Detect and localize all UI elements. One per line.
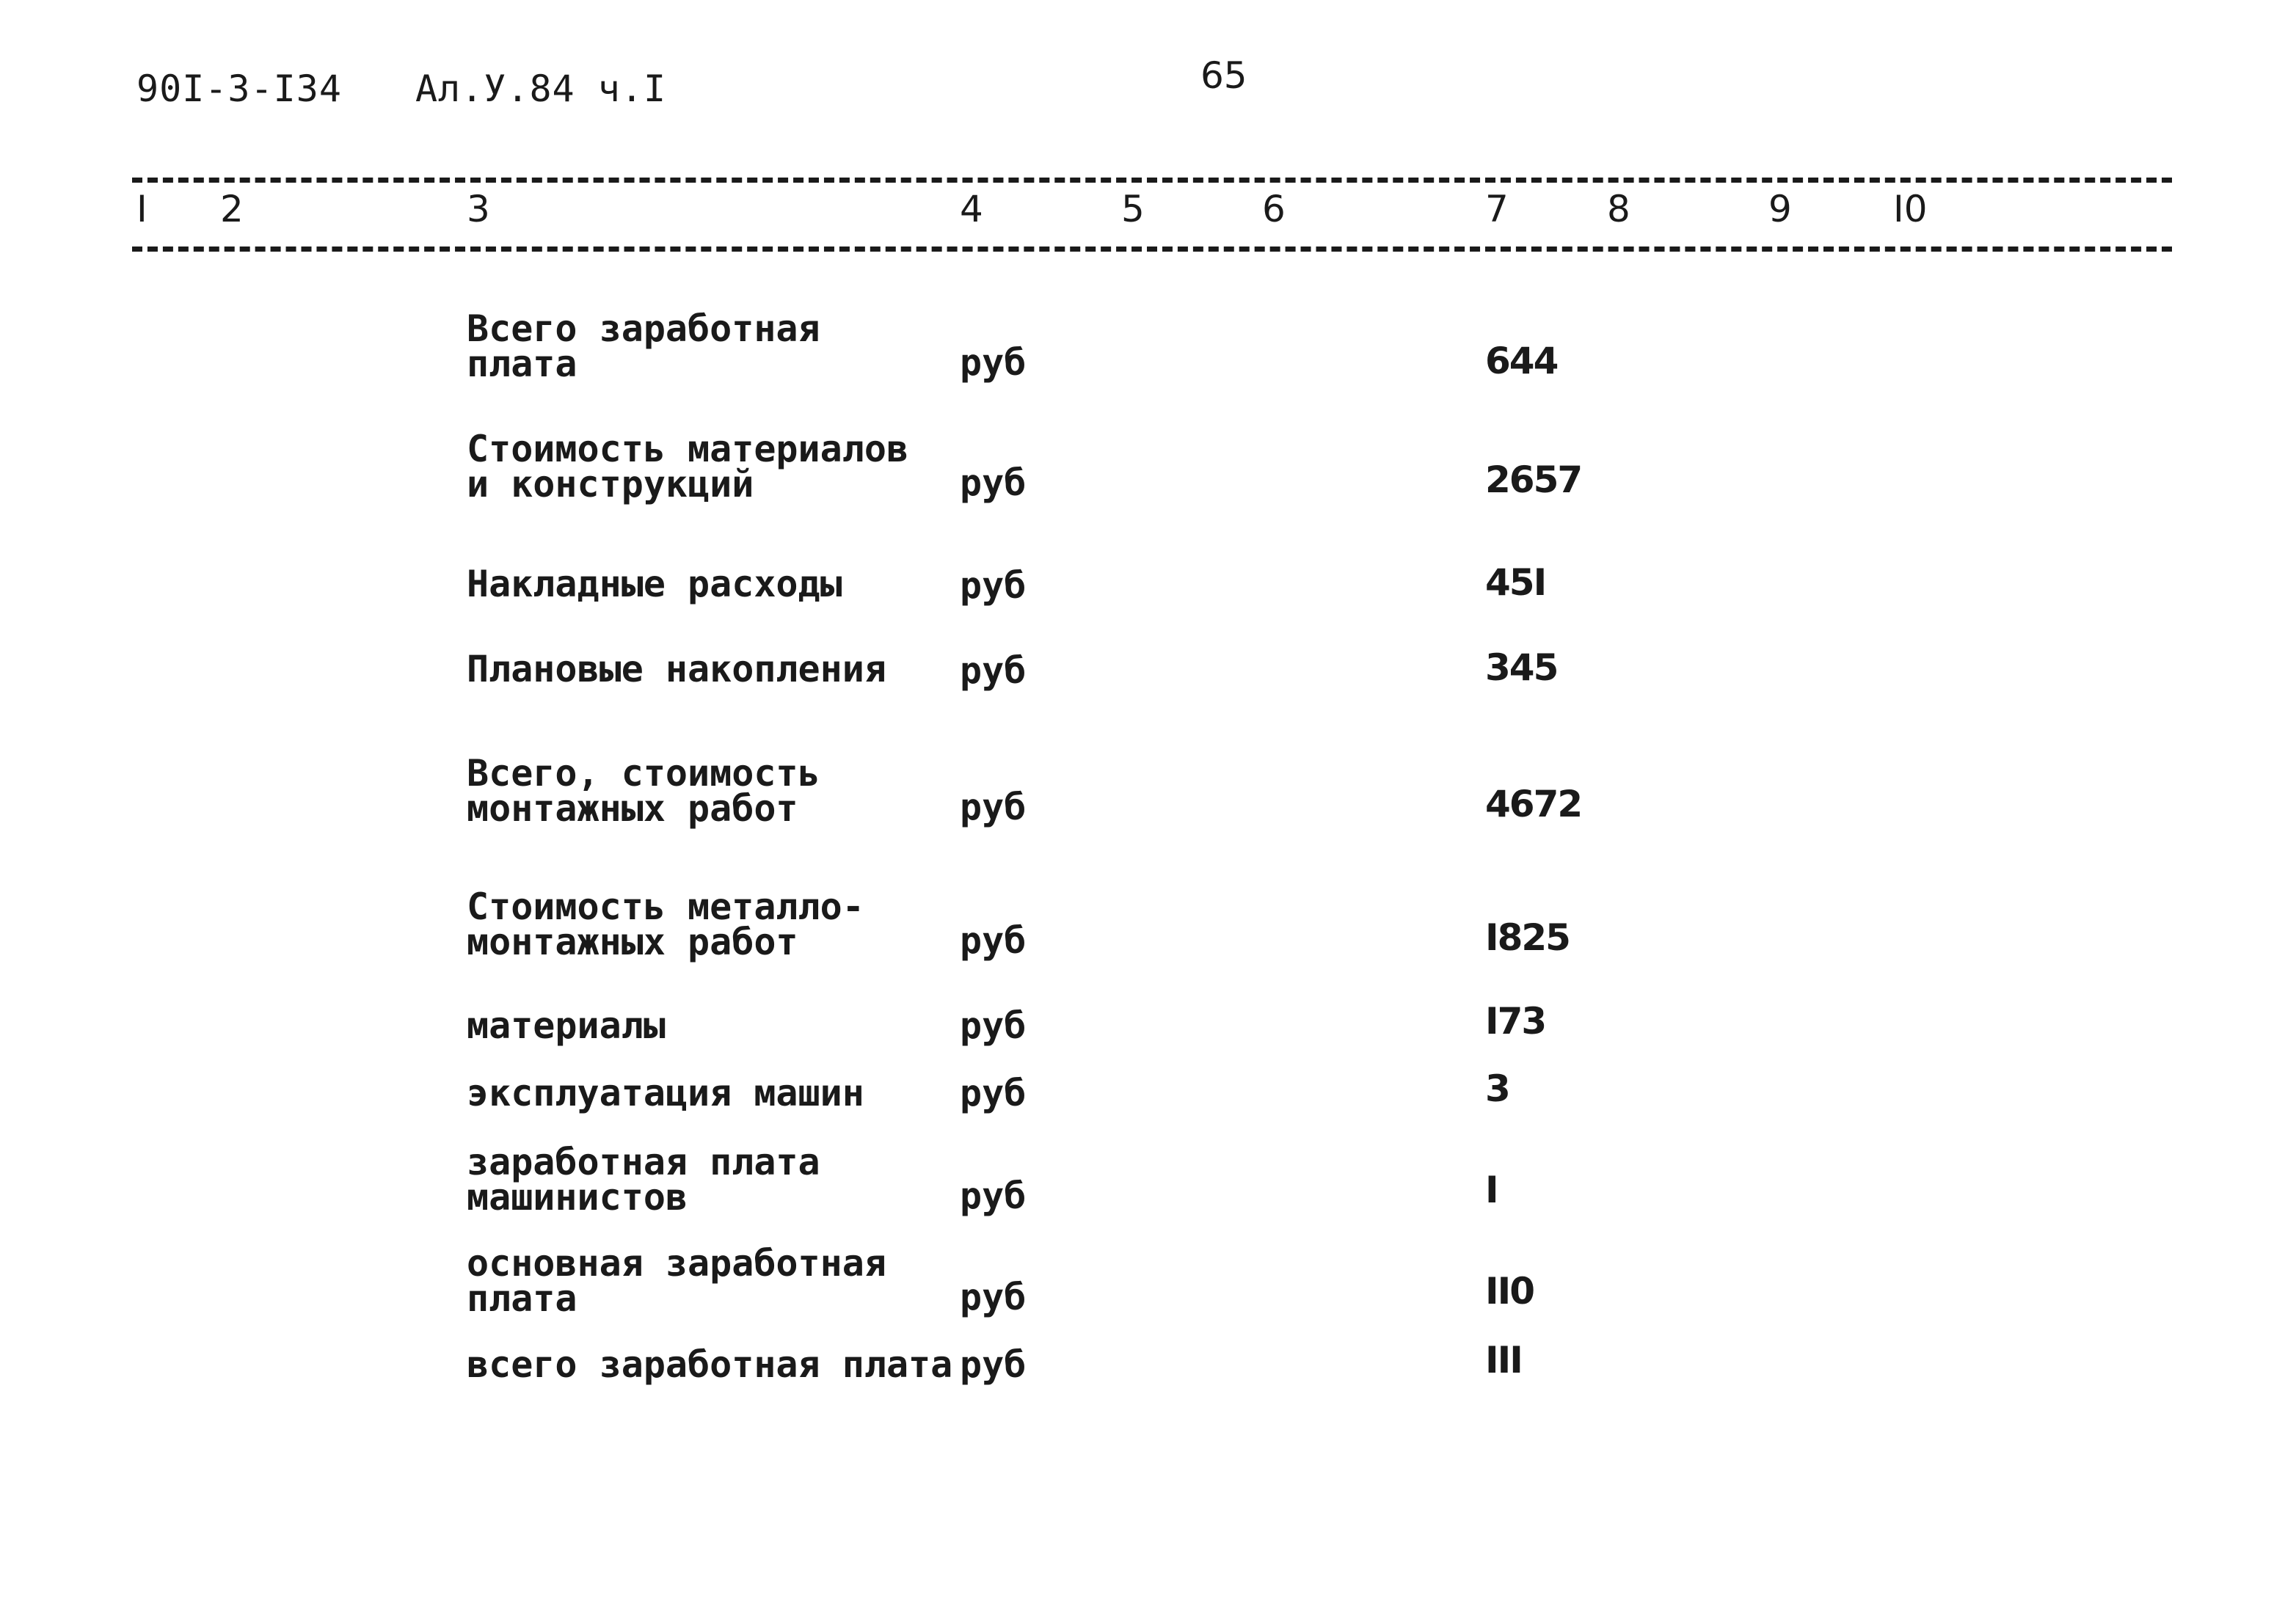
row-value: I73 <box>1485 1000 1546 1043</box>
row-unit: руб <box>960 649 1027 692</box>
row-value: III <box>1485 1339 1522 1381</box>
row-description: основная заработная плата <box>467 1242 886 1320</box>
row-unit: руб <box>960 461 1027 504</box>
album-reference: Ал.У.84 ч.I <box>415 67 667 110</box>
row-unit: руб <box>960 919 1027 962</box>
row-unit: руб <box>960 1276 1027 1318</box>
row-unit: руб <box>960 341 1027 384</box>
column-number-4: 4 <box>960 188 983 230</box>
row-description: Плановые накопления <box>467 648 886 690</box>
row-description: Всего заработная плата <box>467 307 820 385</box>
column-number-8: 8 <box>1607 188 1630 230</box>
row-unit: руб <box>960 1004 1027 1047</box>
row-description: эксплуатация машин <box>467 1072 864 1114</box>
row-description: Накладные расходы <box>467 563 842 605</box>
row-unit: руб <box>960 1343 1027 1386</box>
table-top-rule <box>132 178 2172 183</box>
doc-code: 90I-3-I34 <box>136 67 342 110</box>
row-value: 4672 <box>1485 783 1582 825</box>
table-header-rule <box>132 247 2172 252</box>
row-unit: руб <box>960 564 1027 607</box>
column-number-6: 6 <box>1262 188 1286 230</box>
document-header <box>136 67 740 110</box>
row-description: Всего, стоимость монтажных работ <box>467 752 820 830</box>
row-value: 2657 <box>1485 459 1582 501</box>
row-value: I825 <box>1485 916 1570 959</box>
column-number-1: I <box>136 188 147 230</box>
column-number-2: 2 <box>220 188 244 230</box>
column-number-5: 5 <box>1121 188 1145 230</box>
column-number-10: I0 <box>1893 188 1928 230</box>
column-number-7: 7 <box>1485 188 1509 230</box>
row-value: I <box>1485 1169 1498 1211</box>
row-value: 3 <box>1485 1067 1509 1110</box>
row-description: материалы <box>467 1004 666 1047</box>
row-description: Стоимость металло- монтажных работ <box>467 886 864 963</box>
row-unit: руб <box>960 786 1027 828</box>
row-description: заработная плата машинистов <box>467 1141 820 1219</box>
row-value: 345 <box>1485 646 1558 689</box>
row-value: 45I <box>1485 561 1546 604</box>
row-description: Стоимость материалов и конструкций <box>467 428 909 505</box>
row-unit: руб <box>960 1175 1027 1217</box>
row-value: II0 <box>1485 1270 1534 1312</box>
row-value: 644 <box>1485 340 1558 382</box>
row-description: всего заработная плата <box>467 1343 953 1386</box>
column-number-9: 9 <box>1768 188 1792 230</box>
column-number-3: 3 <box>467 188 490 230</box>
row-unit: руб <box>960 1072 1027 1114</box>
page-number: 65 <box>1200 54 1247 97</box>
